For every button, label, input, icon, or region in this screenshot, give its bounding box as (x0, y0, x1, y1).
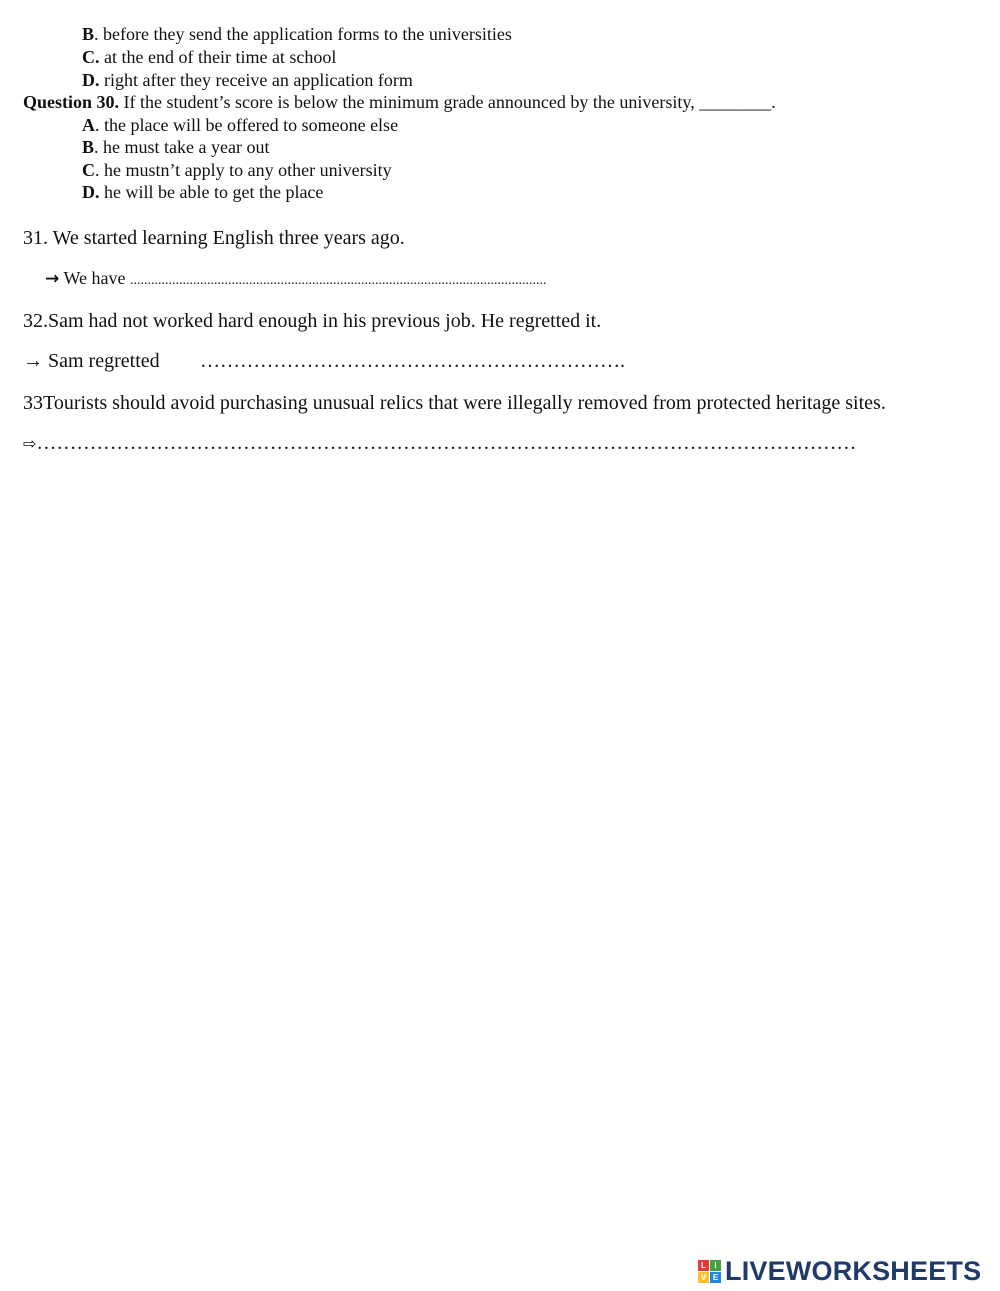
option-letter: C. (82, 47, 100, 67)
option-text: . before they send the application forms to the universities (94, 24, 512, 44)
option-letter: A (82, 115, 95, 135)
q32-answer-blank[interactable]: ………………………………………………………. (200, 350, 625, 372)
option-text: right after they receive an application form (99, 70, 413, 90)
question-label: Question 30. (23, 92, 120, 112)
logo-letter: E (710, 1272, 721, 1283)
q33-prompt: 33Tourists should avoid purchasing unusual relics that were illegally removed from protected heritage sites. (23, 392, 886, 414)
logo-mark-icon (698, 1260, 721, 1283)
answer-start: Sam regretted (48, 350, 160, 372)
liveworksheets-logo (698, 1256, 981, 1286)
option-text: . the place will be offered to someone else (95, 115, 399, 135)
answer-start: We have (63, 268, 126, 288)
arrow-icon: → (45, 269, 60, 289)
option-letter: D. (82, 70, 100, 90)
option-letter: B (82, 137, 95, 157)
q33-answer-blank[interactable]: …………………………………………………………………………………………………………… (36, 432, 857, 454)
q30-option-a[interactable] (82, 114, 398, 136)
q29-option-b[interactable] (82, 23, 512, 45)
arrow-icon: → (23, 350, 43, 372)
question-text: If the student’s score is below the minimum grade announced by the university, ________. (119, 92, 776, 112)
q32-prompt: 32.Sam had not worked hard enough in his previous job. He regretted it. (23, 310, 602, 332)
q33-answer-line (23, 431, 856, 456)
arrow-icon: ⇨ (23, 434, 37, 453)
option-letter: C (82, 160, 95, 180)
option-letter: B (82, 24, 95, 44)
q30-option-c[interactable] (82, 159, 392, 181)
logo-text: LIVEWORKSHEETS (725, 1255, 982, 1286)
q32-answer-line (23, 349, 160, 373)
q29-option-c[interactable] (82, 46, 336, 68)
logo-letter: I (710, 1260, 721, 1271)
option-text: . he must take a year out (94, 137, 270, 157)
q31-prompt: 31. We started learning English three years ago. (23, 227, 405, 249)
q29-option-d[interactable] (82, 69, 413, 91)
q30-stem (23, 91, 776, 113)
logo-letter: V (698, 1272, 709, 1283)
option-text: . he mustn’t apply to any other university (95, 160, 392, 180)
option-text: at the end of their time at school (99, 47, 337, 67)
q31-answer-blank[interactable]: ....................................................................................................................... (129, 273, 547, 288)
logo-letter: L (698, 1260, 709, 1271)
q30-option-b[interactable] (82, 136, 269, 158)
option-letter: D. (82, 182, 100, 202)
q30-option-d[interactable] (82, 181, 323, 203)
q31-answer-line (45, 267, 546, 292)
option-text: he will be able to get the place (99, 182, 324, 202)
